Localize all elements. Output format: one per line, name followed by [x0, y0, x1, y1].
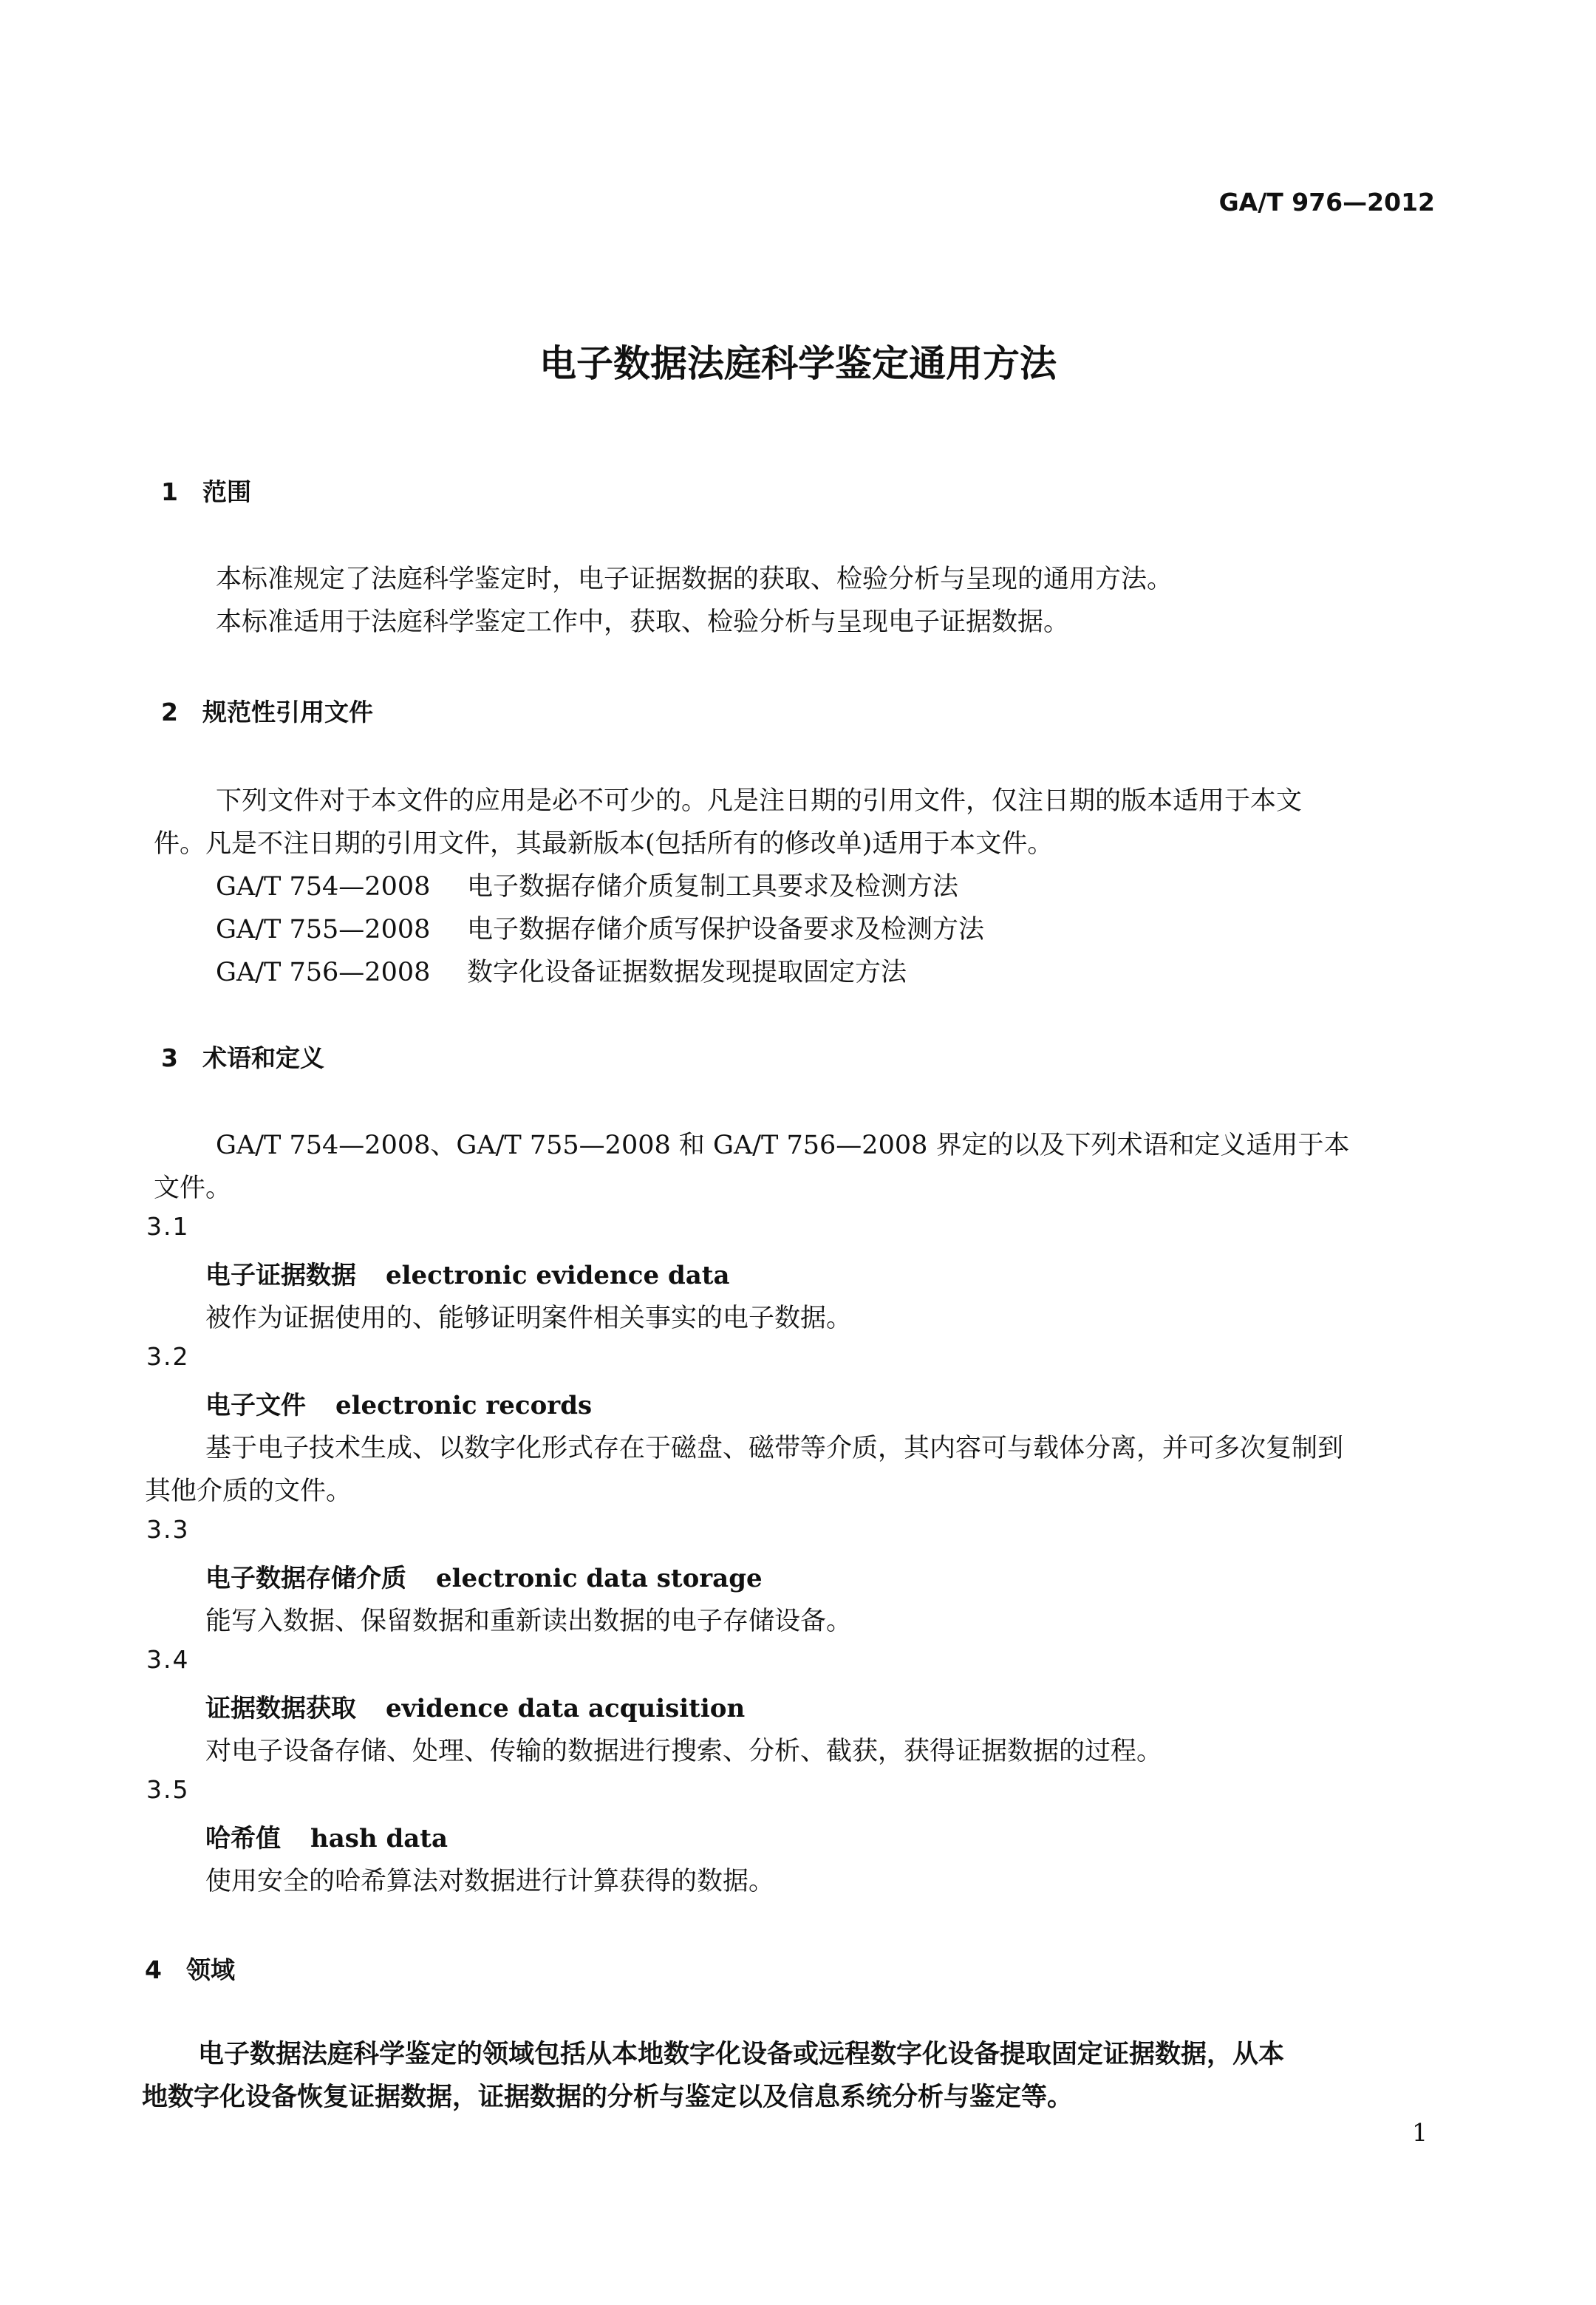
paragraph: 本标准适用于法庭科学鉴定工作中，获取、检验分析与呈现电子证据数据。 [216, 607, 1070, 637]
clause-number: 3.5 [146, 1775, 190, 1804]
paragraph: 本标准规定了法庭科学鉴定时，电子证据数据的获取、检验分析与呈现的通用方法。 [216, 565, 1173, 594]
term-entry [205, 1688, 745, 1724]
term-zh: 证据数据获取 [205, 1694, 356, 1723]
section-number: 3 [161, 1043, 178, 1072]
reference-title: 电子数据存储介质写保护设备要求及检测方法 [467, 915, 985, 944]
reference-code: GA/T 755—2008 [216, 915, 431, 944]
term-entry [205, 1558, 763, 1594]
reference-title: 数字化设备证据数据发现提取固定方法 [467, 958, 907, 987]
term-definition: 对电子设备存储、处理、传输的数据进行搜索、分析、截获，获得证据数据的过程。 [205, 1737, 1163, 1766]
page-number: 1 [1412, 2118, 1428, 2147]
section-title: 规范性引用文件 [202, 698, 373, 726]
term-definition: 被作为证据使用的、能够证明案件相关事实的电子数据。 [205, 1304, 853, 1333]
term-definition: 其他介质的文件。 [145, 1477, 352, 1506]
section-number: 2 [161, 698, 178, 726]
reference-title: 电子数据存储介质复制工具要求及检测方法 [467, 872, 959, 902]
term-zh: 电子数据存储介质 [205, 1564, 406, 1593]
section-number: 4 [145, 1955, 162, 1984]
term-definition: 能写入数据、保留数据和重新读出数据的电子存储设备。 [205, 1607, 853, 1636]
reference-item [216, 909, 984, 946]
reference-item [216, 866, 958, 903]
term-entry [205, 1385, 592, 1421]
section-3-heading [161, 1039, 324, 1074]
section-1-heading [161, 473, 251, 508]
term-zh: 哈希值 [205, 1824, 281, 1853]
paragraph: 件。凡是不注日期的引用文件，其最新版本(包括所有的修改单)适用于本文件。 [154, 829, 1054, 859]
paragraph: 电子数据法庭科学鉴定的领域包括从本地数字化设备或远程数字化设备提取固定证据数据，从本 [198, 2039, 1285, 2069]
term-en: electronic records [335, 1391, 593, 1420]
section-title: 领域 [186, 1955, 235, 1984]
section-title: 术语和定义 [202, 1043, 324, 1072]
clause-number: 3.2 [146, 1342, 190, 1371]
section-title: 范围 [202, 477, 251, 506]
term-entry [205, 1255, 730, 1291]
section-2-heading [161, 693, 373, 728]
term-en: evidence data acquisition [386, 1694, 746, 1723]
paragraph: GA/T 754—2008、GA/T 755—2008 和 GA/T 756—2008 界定的以及下列术语和定义适用于本 [216, 1131, 1350, 1160]
reference-item [216, 952, 907, 989]
term-entry [205, 1818, 448, 1854]
reference-code: GA/T 756—2008 [216, 958, 431, 987]
term-zh: 电子文件 [205, 1391, 306, 1420]
clause-number: 3.3 [146, 1515, 190, 1544]
term-definition: 基于电子技术生成、以数字化形式存在于磁盘、磁带等介质，其内容可与载体分离，并可多次复制到 [205, 1434, 1344, 1463]
clause-number: 3.1 [146, 1212, 190, 1241]
term-en: electronic data storage [436, 1564, 763, 1593]
term-en: hash data [310, 1824, 448, 1853]
clause-number: 3.4 [146, 1645, 190, 1674]
term-definition: 使用安全的哈希算法对数据进行计算获得的数据。 [205, 1867, 775, 1896]
term-en: electronic evidence data [386, 1261, 730, 1290]
paragraph: 下列文件对于本文件的应用是必不可少的。凡是注日期的引用文件，仅注日期的版本适用于本文 [216, 786, 1303, 816]
section-number: 1 [161, 477, 178, 506]
section-4-heading [145, 1951, 235, 1986]
term-zh: 电子证据数据 [205, 1261, 356, 1290]
paragraph: 文件。 [154, 1174, 232, 1203]
standard-code: GA/T 976—2012 [1218, 188, 1435, 217]
document-title: 电子数据法庭科学鉴定通用方法 [539, 342, 1057, 385]
paragraph: 地数字化设备恢复证据数据，证据数据的分析与鉴定以及信息系统分析与鉴定等。 [142, 2082, 1074, 2112]
reference-code: GA/T 754—2008 [216, 872, 431, 902]
